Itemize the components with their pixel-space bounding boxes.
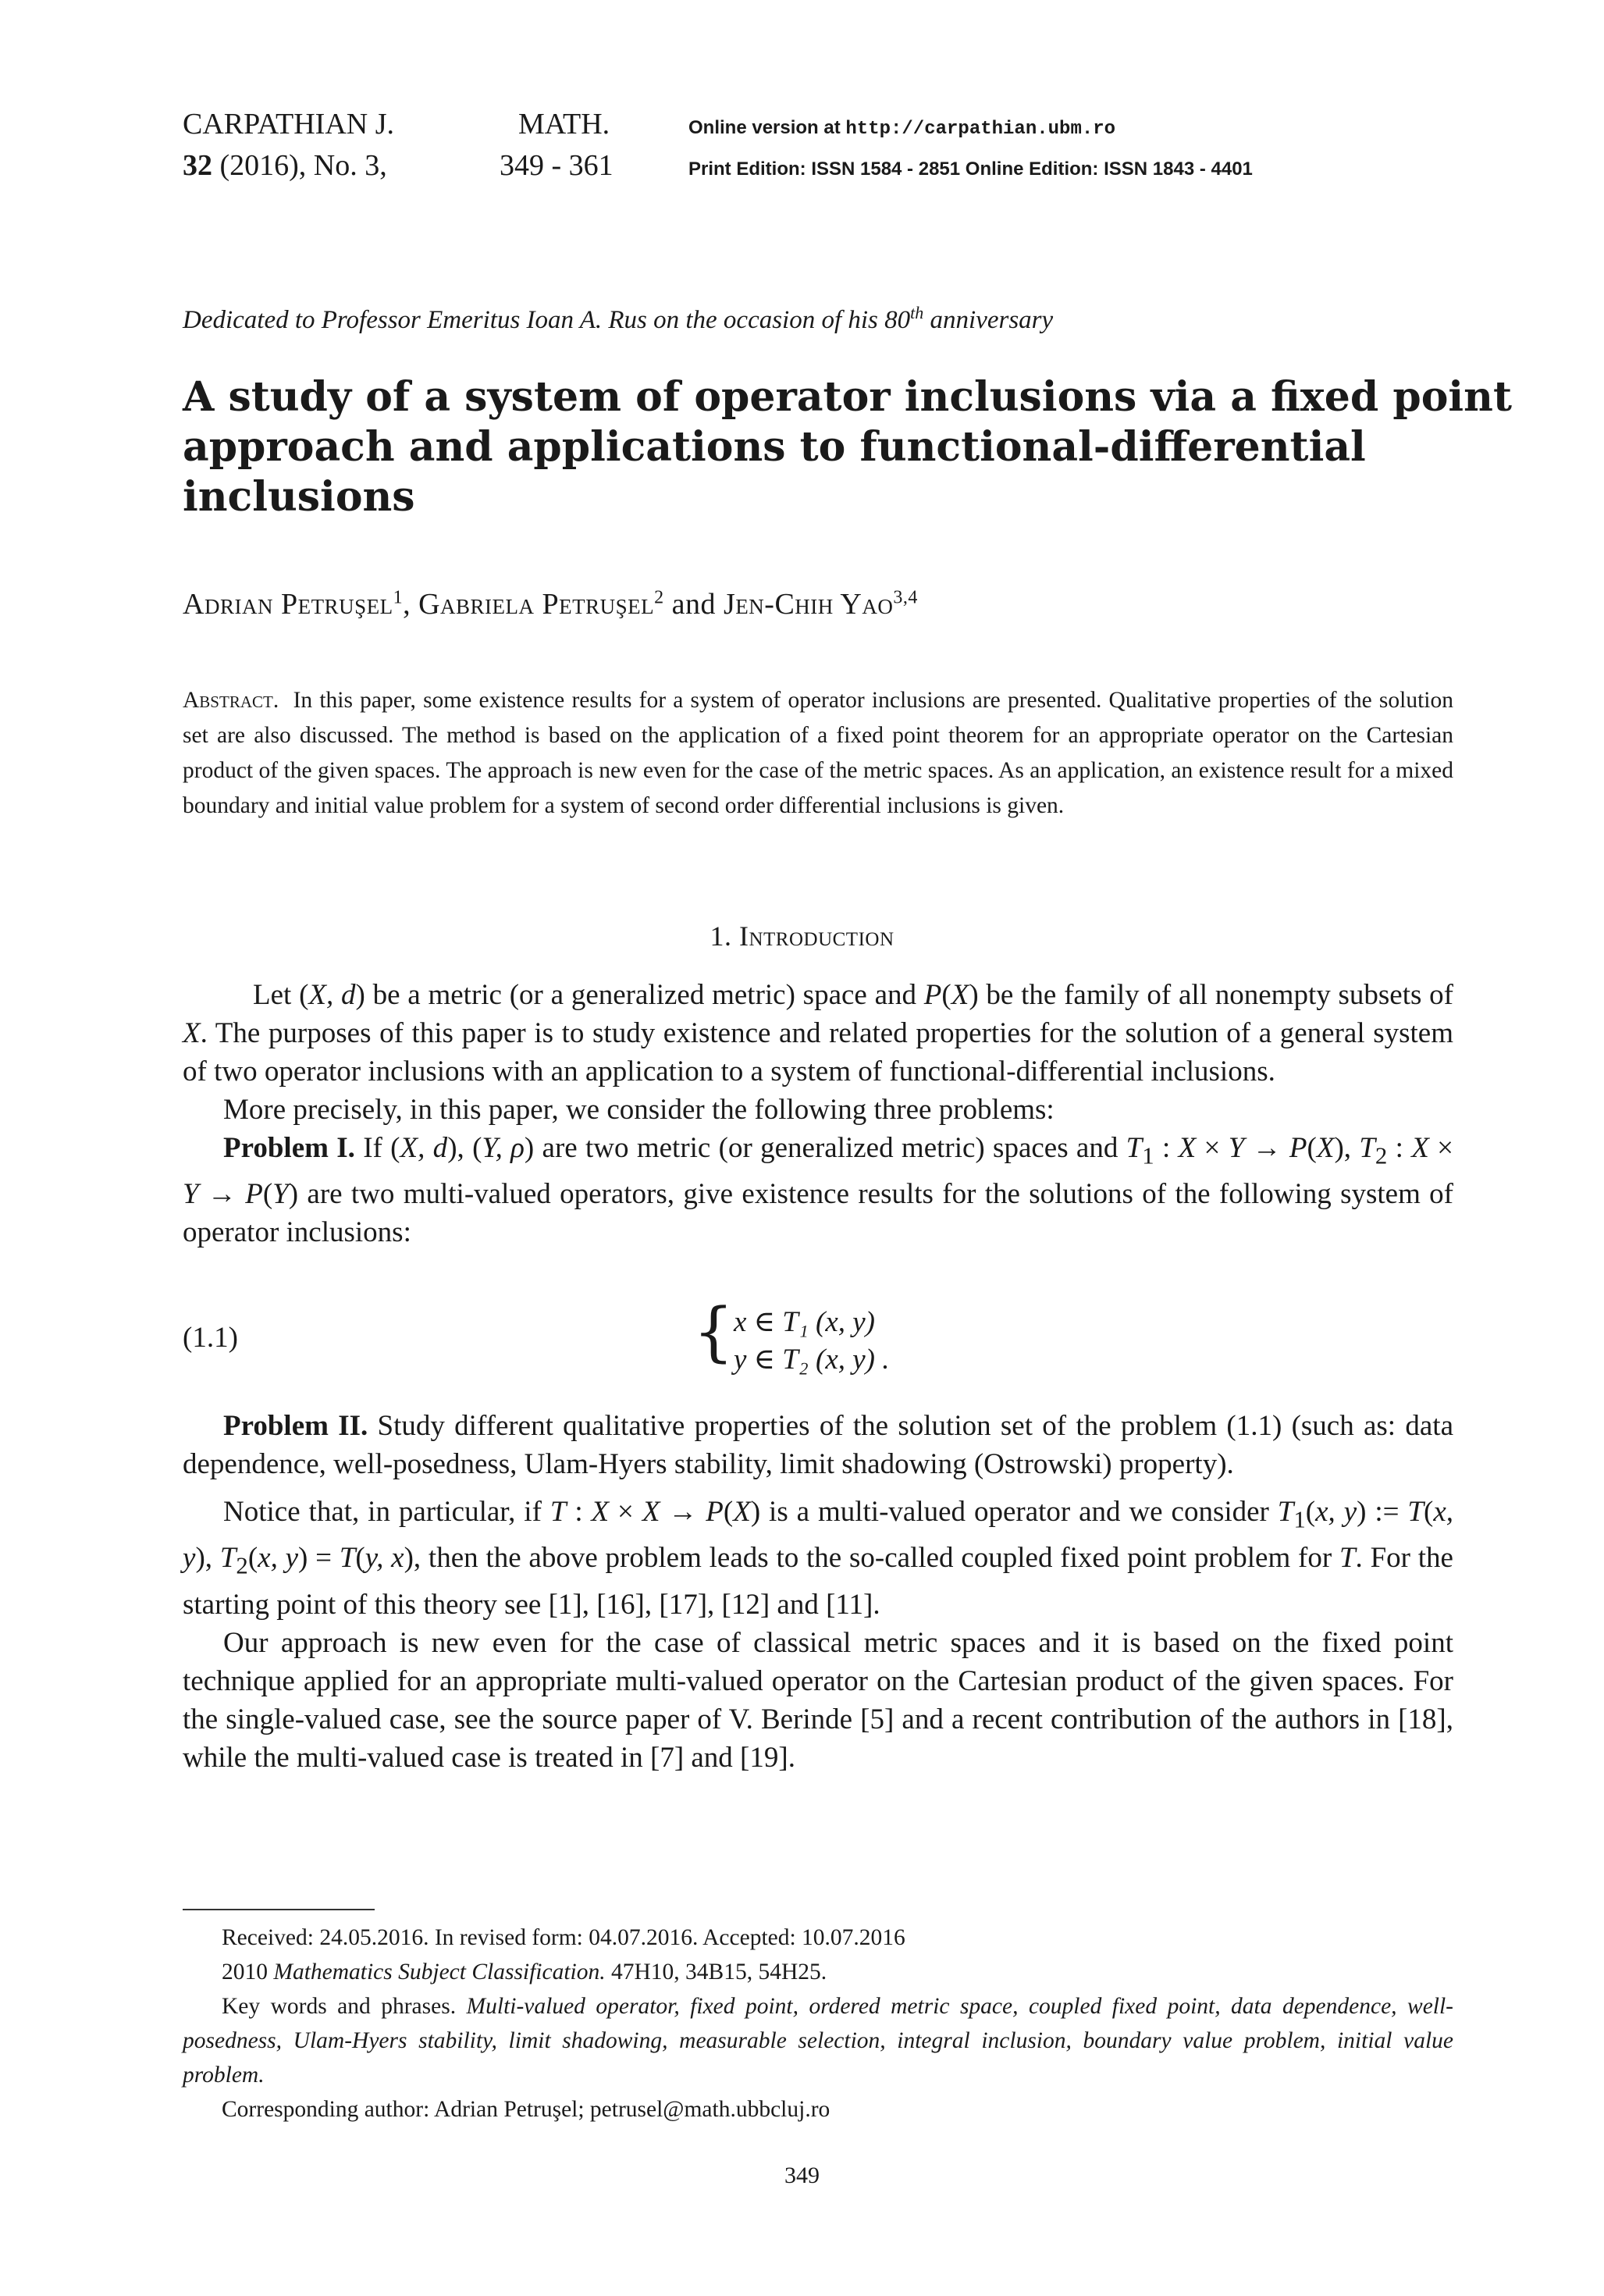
keywords xyxy=(183,1989,1453,2092)
equation-lines xyxy=(734,1304,890,1379)
keywords-text: Multi-valued operator, fixed point, ordered metric space, coupled fixed point, data dependence, well-posedness, Ulam-Hyers stability, limit shadowing, measurable selection, integral inclusion, boundary value problem, initial value problem. xyxy=(183,1994,1454,2088)
abstract-label: Abstract. xyxy=(183,688,279,713)
dedication-tail: anniversary xyxy=(923,306,1054,334)
footnotes xyxy=(183,1920,1453,2127)
page-range-text: 349 - 361 xyxy=(500,149,614,182)
journal-math xyxy=(518,104,610,144)
msc-codes: 47H10, 34B15, 54H25. xyxy=(605,1960,827,1985)
issn-text: Print Edition: ISSN 1584 - 2851 Online Edition: ISSN 1843 - 4401 xyxy=(688,158,1253,180)
author-list: Adrian Petruşel$^1$, Gabriela Petruşel$^2$ and Jen-Chih Yao$^{3,4}$ xyxy=(183,587,918,621)
msc-prefix: 2010 xyxy=(222,1960,274,1985)
msc-label: Mathematics Subject Classification. xyxy=(273,1960,606,1985)
journal-math-text: MATH. xyxy=(518,108,610,141)
author-2: Gabriela Petruşel xyxy=(418,588,655,621)
equation-line-1: x ∈ T₁ (x, y) xyxy=(734,1306,875,1338)
received-dates xyxy=(183,1920,1453,1955)
intro-paragraph-approach: Our approach is new even for the case of classical metric spaces and it is based on the fixed point technique applied for an appropriate multi-valued operator on the Cartesian product of the given spaces. For the single-valued case, see the source paper of V. Berinde [5] and a recent contribution of the authors in [18], while the multi-valued case is treated in [7] and [19]. xyxy=(183,1626,1453,1774)
online-url-link[interactable]: http://carpathian.ubm.ro xyxy=(845,119,1116,140)
equation-number: (1.1) xyxy=(183,1322,238,1354)
intro-body-part1 xyxy=(183,976,1453,1251)
abstract xyxy=(183,683,1453,824)
intro-body-part2 xyxy=(183,1407,1453,1777)
page-number xyxy=(0,2163,1604,2189)
volume-info xyxy=(183,145,387,186)
online-prefix: Online version at xyxy=(688,117,846,138)
author-1: Adrian Petruşel xyxy=(183,588,393,621)
received-text: Received: 24.05.2016. In revised form: 04.07.2016. Accepted: 10.07.2016 xyxy=(222,1925,905,1950)
msc-line xyxy=(183,1955,1453,1989)
problem-one: Problem I. If (X, d), (Y, ρ) are two metric (or generalized metric) spaces and $T_1$ : X × Y → P(X), $T_2$ : X × Y → P(Y) are two multi-valued operators, give existence results for the solutions of the following system of operator inclusions: xyxy=(183,1132,1454,1249)
title-line-1: A study of a system of operator inclusions via a fixed point xyxy=(183,373,1512,421)
dedication-text: Dedicated to Professor Emeritus Ioan A. Rus on the occasion of his 80 xyxy=(183,306,911,334)
paper-title xyxy=(183,372,1512,522)
dedication xyxy=(183,303,1053,335)
equation-line-2: y ∈ T₂ (x, y) . xyxy=(734,1344,890,1376)
keywords-label: Key words and phrases. xyxy=(222,1994,467,2019)
journal-title-text: CARPATHIAN J. xyxy=(183,108,394,141)
footnote-rule xyxy=(183,1909,375,1910)
page-range xyxy=(500,145,614,186)
author-1-affil: 1 xyxy=(393,587,404,608)
section-number: 1. xyxy=(710,920,732,952)
equation-label xyxy=(183,1321,238,1354)
journal-name xyxy=(183,104,394,144)
abstract-text: In this paper, some existence results for a system of operator inclusions are presented. Qualitative properties of the solution set are also discussed. The method is based on the application of a fixed point theorem for an appropriate operator on the Cartesian product of the given spaces. The approach is new even for the case of the metric spaces. As an application, an existence result for a mixed boundary and initial value problem for a system of second order differential inclusions is given. xyxy=(183,688,1454,818)
author-3: Jen-Chih Yao xyxy=(724,588,894,621)
title-line-3: inclusions xyxy=(183,473,415,521)
year-issue: (2016), No. 3, xyxy=(212,149,387,182)
dedication-sup: th xyxy=(910,303,924,322)
intro-paragraph-2: More precisely, in this paper, we consider the following three problems: xyxy=(223,1094,1055,1126)
intro-paragraph-1: Let (X, d) be a metric (or a generalized metric) space and P(X) be the family of all nonempty subsets of X. The purposes of this paper is to study existence and related properties for the solution of a general system of two operator inclusions with an application to a system of functional-differential inclusions. xyxy=(183,979,1453,1087)
section-heading xyxy=(0,920,1604,952)
issn-line xyxy=(688,158,1253,180)
intro-paragraph-coupled: Notice that, in particular, if T : X × X → P(X) is a multi-valued operator and we consider $T_1(x$, y) := T(x, y), $T_2(x$, y) = T(y, x), then the above problem leads to the so-called coupled fixed point problem for T. For the starting point of this theory see [1], [16], [17], [12] and [11]. xyxy=(183,1496,1454,1621)
volume-number: 32 xyxy=(183,149,212,182)
author-3-affil: 3,4 xyxy=(893,587,918,608)
page-number-text: 349 xyxy=(784,2163,820,2188)
title-line-2: approach and applications to functional-differential xyxy=(183,423,1366,471)
corresponding-author xyxy=(183,2092,1453,2127)
equation-brace: { xyxy=(693,1295,734,1369)
corresponding-text: Corresponding author: Adrian Petruşel; petrusel@math.ubbcluj.ro xyxy=(222,2097,830,2122)
problem-two: Problem II. Study different qualitative properties of the solution set of the problem (1.1) (such as: data dependence, well-posedness, Ulam-Hyers stability, limit shadowing (Ostrowski) property). xyxy=(183,1410,1453,1480)
author-2-affil: 2 xyxy=(654,587,664,608)
author-and: and xyxy=(663,588,724,621)
online-version xyxy=(688,117,1115,140)
section-title: Introduction xyxy=(738,920,894,952)
